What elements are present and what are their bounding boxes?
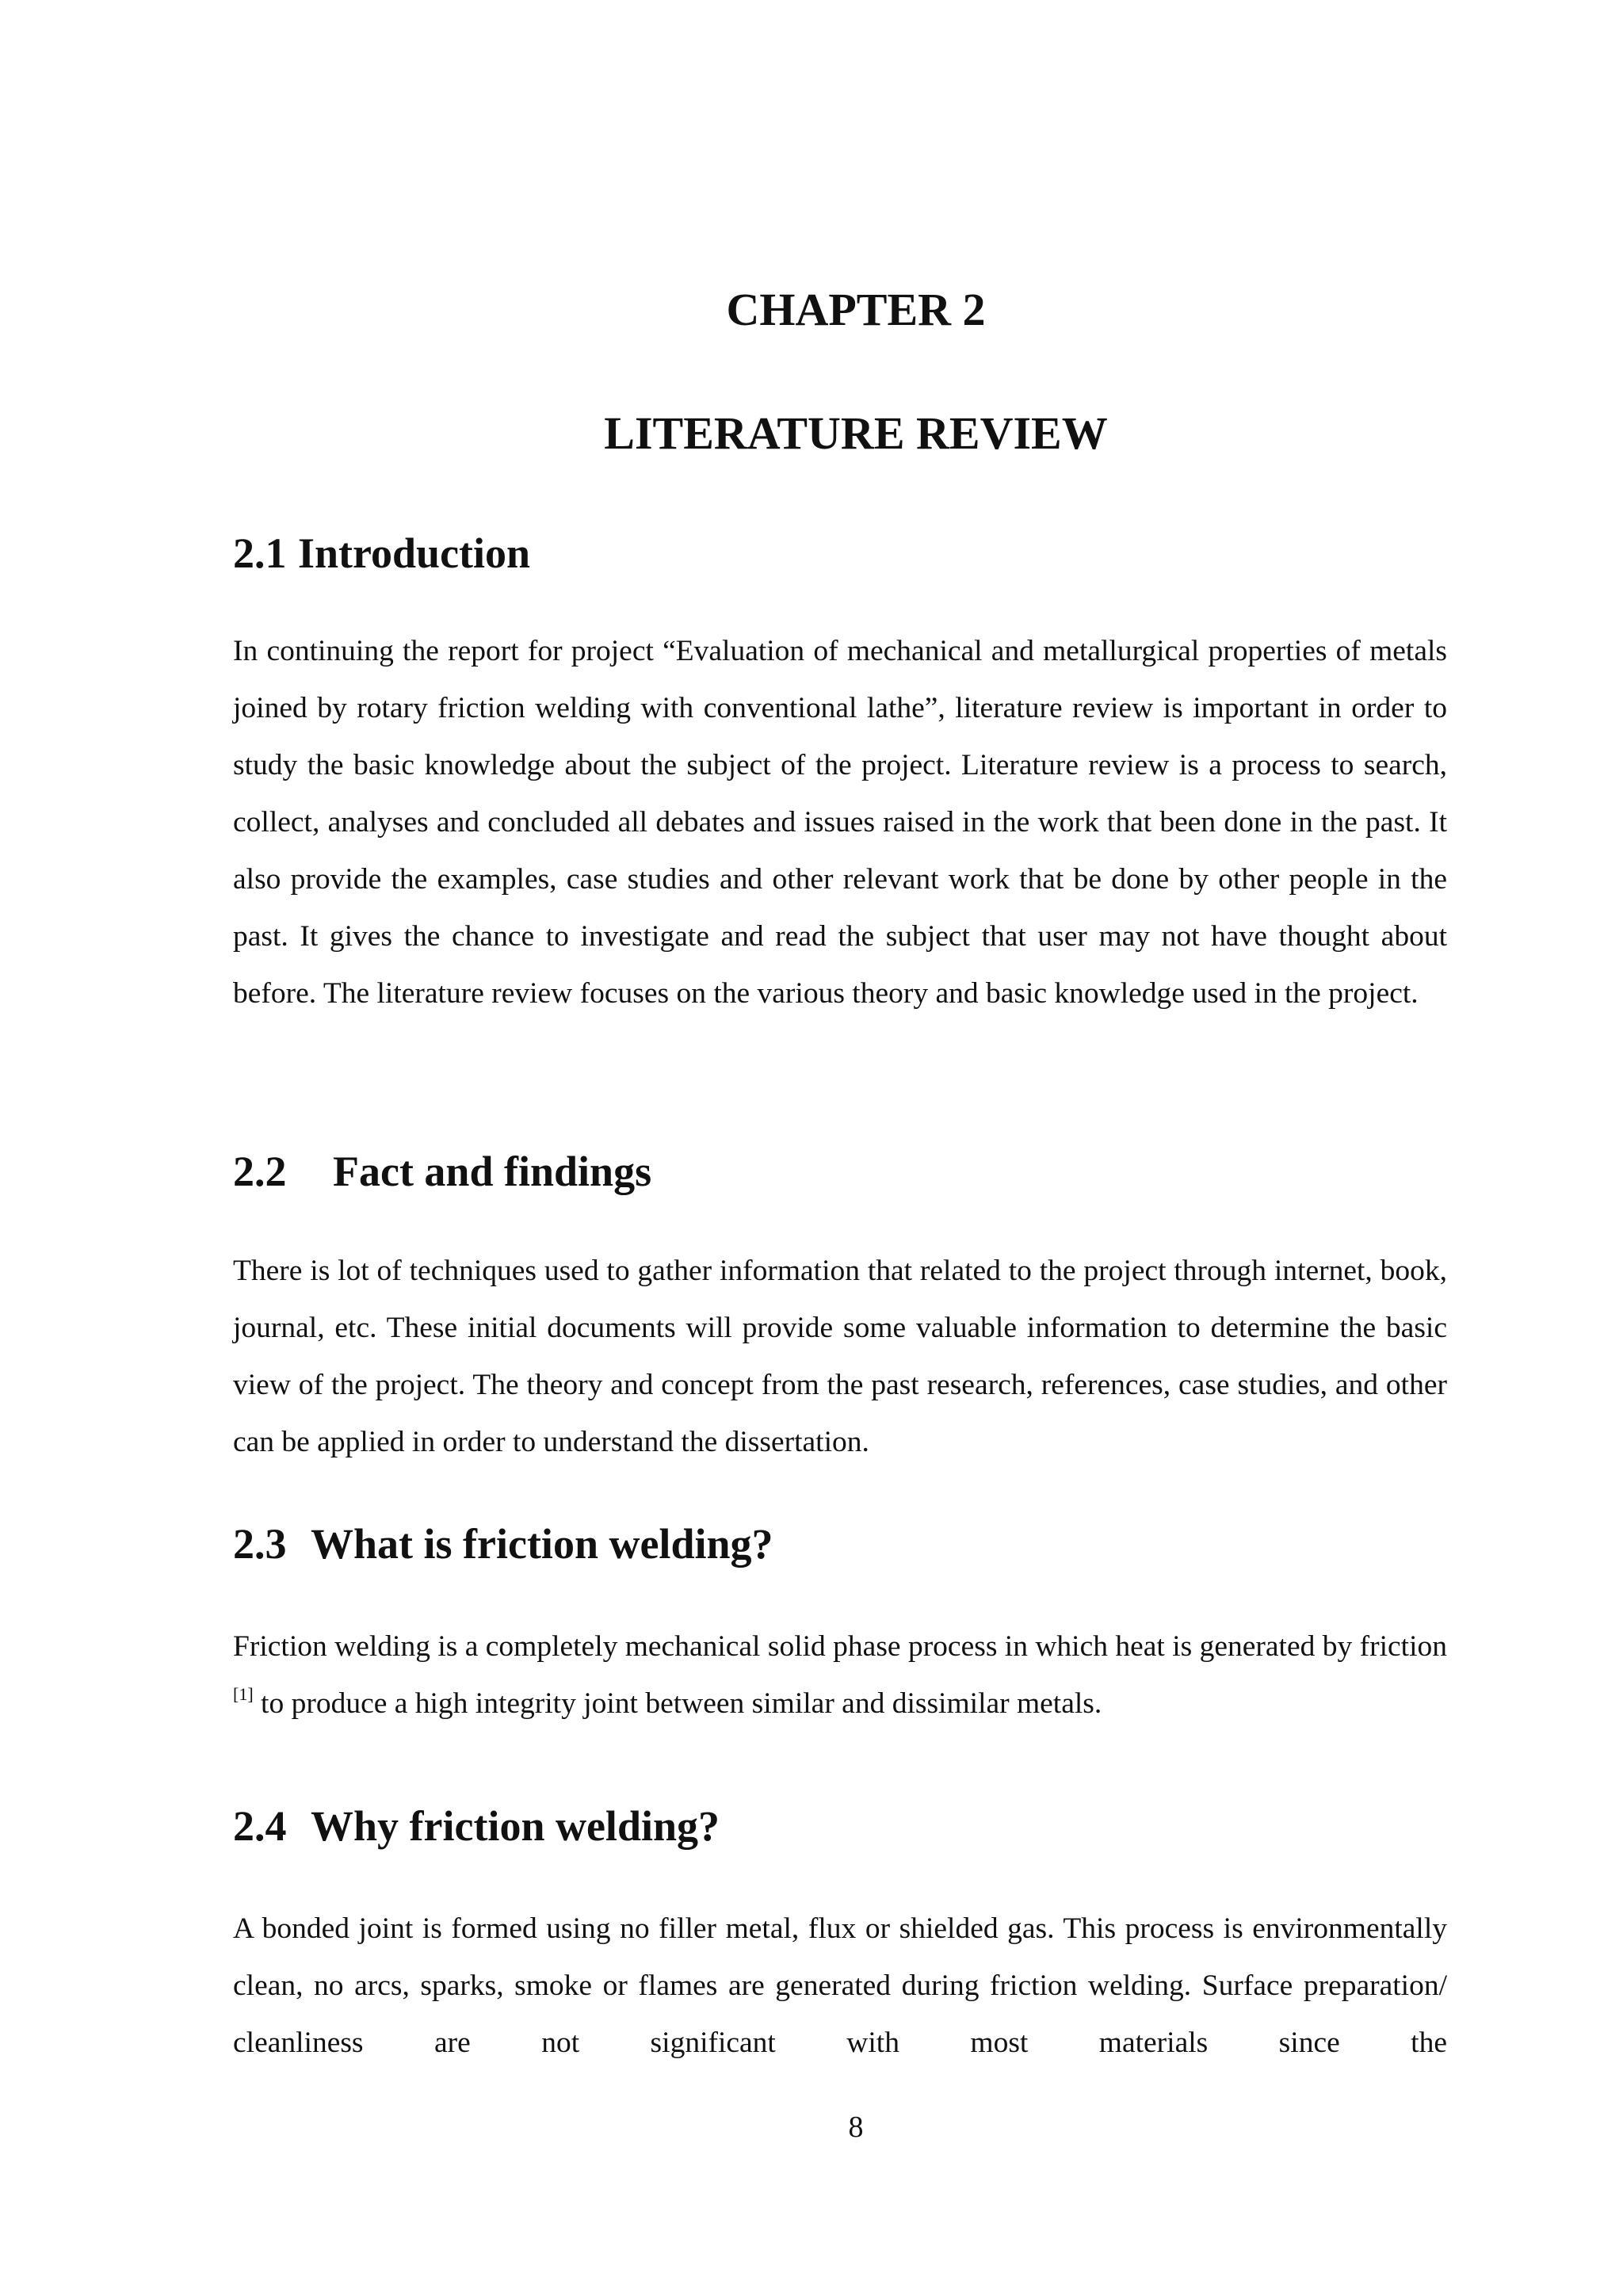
section-number: 2.4	[233, 1802, 287, 1850]
paragraph-what-is-friction-welding	[233, 1618, 1447, 1733]
paragraph-text-after-citation: to produce a high integrity joint between similar and dissimilar metals.	[261, 1687, 1102, 1720]
paragraph-fact-and-findings: There is lot of techniques used to gather information that related to the project through internet, book, journal, etc. These initial documents will provide some valuable information to determine the basic view of the project. The theory and concept from the past research, references, case studies, and other can be applied in order to understand the dissertation.	[233, 1255, 1447, 1458]
chapter-title: LITERATURE REVIEW	[604, 407, 1108, 459]
section-heading-introduction	[233, 528, 530, 579]
section-heading-why-friction-welding	[233, 1801, 720, 1851]
section-number: 2.3	[233, 1520, 287, 1568]
section-heading-what-is-friction-welding	[233, 1519, 773, 1569]
section-number: 2.2	[233, 1148, 287, 1195]
section-title: What is friction welding?	[311, 1520, 773, 1568]
section-number: 2.1	[233, 529, 287, 577]
section-heading-fact-and-findings	[233, 1146, 651, 1197]
section-title: Fact and findings	[333, 1148, 652, 1195]
section-title: Why friction welding?	[311, 1802, 720, 1850]
paragraph-introduction: In continuing the report for project “Evaluation of mechanical and metallurgical properties of metals joined by rotary friction welding with conventional lathe”, literature review is important in order to study the basic knowledge about the subject of the project. Literature review is a process to search, collect, analyses and concluded all debates and issues raised in the work that been done in the past. It also provide the examples, case studies and other relevant work that be done by other people in the past. It gives the chance to investigate and read the subject that user may not have thought about before. The literature review focuses on the various theory and basic knowledge used in the project.	[233, 635, 1447, 1010]
paragraph-why-friction-welding: A bonded joint is formed using no filler metal, flux or shielded gas. This process is environmentally clean, no arcs, sparks, smoke or flames are generated during friction welding. Surface preparation/ cleanliness are not significant with most materials since the	[233, 1912, 1447, 2059]
section-title: Introduction	[298, 529, 531, 577]
citation-reference: [1]	[233, 1684, 254, 1704]
paragraph-text-before-citation: Friction welding is a completely mechanical solid phase process in which heat is generated by friction	[233, 1630, 1447, 1663]
chapter-number: CHAPTER 2	[726, 284, 986, 335]
page-number: 8	[848, 2111, 864, 2144]
